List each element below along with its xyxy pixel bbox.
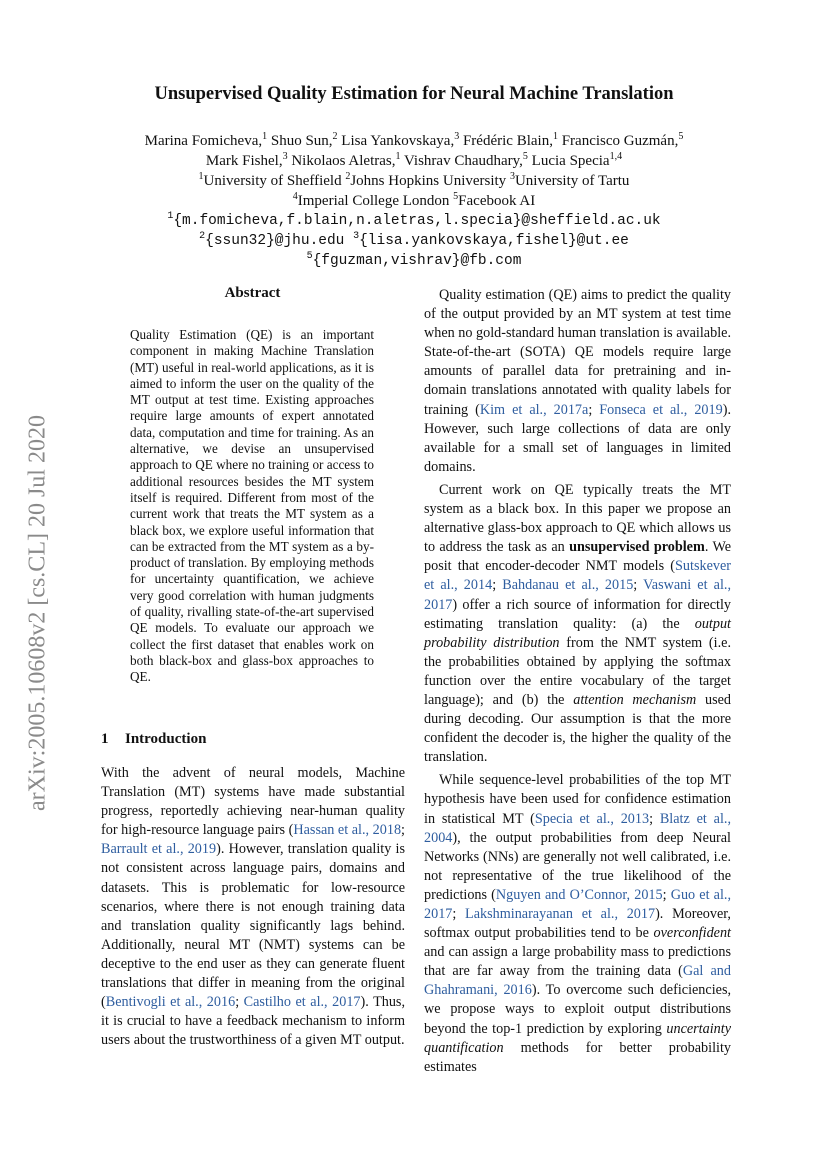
superscript-marker: 4 [292, 191, 298, 202]
line-text: {lisa.yankovskaya,fishel}@ut.ee [359, 233, 629, 249]
superscript-marker: 3 [282, 151, 288, 162]
abstract-text: Quality Estimation (QE) is an important component in making Machine Translation (MT) useful in real-world applications, as it is aimed to inform the user on the quality of the MT output at test time. Existing approaches require large amounts of expert annotated data, computation and time for training. As an alternative, we devise an unsupervised approach to QE where no training or access to additional resources besides the MT system itself is required. Different from most of the current work that treats the MT system as a black box, we explore useful information that can be extracted from the MT system as a by-product of translation. By employing methods for uncertainty quantification, we achieve very good correlation with human judgments of quality, rivalling state-of-the-art supervised QE models. To evaluate our approach we collect the first dataset that enables work on both black-box and glass-box approaches to QE. [130, 327, 374, 685]
line-text: Vishrav Chaudhary, [400, 153, 523, 169]
superscript-marker: 3 [509, 171, 515, 182]
line-text: Imperial College London [297, 193, 454, 209]
superscript-marker: 1 [395, 151, 401, 162]
text-run: methods for better probability estimates [424, 1039, 731, 1075]
line-text: Mark Fishel, [205, 153, 283, 169]
email-line-1 [90, 211, 738, 231]
paper-title: Unsupervised Quality Estimation for Neural Machine Translation [154, 84, 674, 104]
text-run: ; [235, 994, 244, 1011]
affiliation-line-2 [90, 191, 738, 211]
italic-text: overconfident [653, 925, 731, 942]
affiliation-line-1 [90, 171, 738, 191]
text-run: ; [633, 577, 644, 594]
citation-link[interactable]: Fonseca et al., 2019 [599, 401, 723, 418]
superscript-marker: 1 [198, 171, 204, 182]
abstract-heading: Abstract [224, 285, 281, 301]
line-text: Facebook AI [458, 193, 536, 209]
text-run: ). To overcome such deficiencies, we propose ways to exploit output distributions beyond the top-1 prediction by exploring [424, 982, 732, 1037]
text-run: and can assign a large probability mass to predictions that are far away from the training data ( [424, 944, 731, 980]
citation-link[interactable]: Sutskever et al., 2014 [424, 558, 731, 594]
line-text: Lucia Specia [527, 153, 610, 169]
text-run: ; [452, 906, 466, 922]
citation-link[interactable]: Blatz et al., 2004 [424, 810, 731, 846]
line-text: {m.fomicheva,f.blain,n.aletras,l.specia}@sheffield.ac.uk [173, 213, 661, 229]
intro-paragraph-1 [101, 764, 405, 1050]
line-text: University of Sheffield [203, 173, 346, 189]
left-column-body [101, 764, 405, 1050]
text-run: Quality estimation (QE) aims to predict the quality of the output provided by an MT system at test time when no gold-standard human translation is available. State-of-the-art (SOTA) QE models require large amounts of parallel data for pretraining and in-domain translations annotated with quality labels for training ( [424, 287, 731, 418]
line-text: Johns Hopkins University [350, 173, 510, 189]
email-line-2 [90, 231, 738, 251]
text-run: ). Moreover, softmax output probabilities tend to be [424, 906, 731, 942]
section-title: Introduction [125, 731, 207, 747]
line-text: Marina Fomicheva, [144, 133, 263, 149]
right-column-body [424, 286, 731, 1077]
superscript-marker: 5 [453, 191, 459, 202]
text-run: ; [649, 810, 660, 827]
citation-link[interactable]: Kim et al., 2017a [479, 401, 589, 418]
text-run: ) offer a rich source of information for directly estimating translation quality: (a) the [424, 596, 731, 632]
text-run: ). Thus, it is crucial to have a feedback mechanism to inform users about the trustworthiness of a given MT output. [101, 994, 405, 1049]
line-text: {ssun32}@jhu.edu [205, 233, 354, 249]
superscript-marker: 2 [332, 131, 338, 142]
citation-link[interactable]: Specia et al., 2013 [534, 810, 650, 827]
text-run: used during decoding. Our assumption is that the more confident the decoder is, the higher the quality of the translation. [424, 691, 731, 766]
email-line-3 [90, 251, 738, 271]
italic-text: uncertainty quantification [424, 1020, 731, 1056]
line-text: University of Tartu [514, 173, 630, 189]
superscript-marker: 2 [345, 171, 351, 182]
intro-paragraph-2 [424, 286, 731, 477]
italic-text: attention mechanism [573, 691, 697, 708]
text-run: With the advent of neural models, Machine Translation (MT) systems have made substantial progress, reportedly achieving near-human quality for high-resource language pairs ( [101, 765, 405, 839]
citation-link[interactable]: Castilho et al., 2017 [243, 994, 361, 1011]
italic-text: output probability distribution [424, 615, 731, 651]
section-heading-introduction [101, 731, 206, 748]
author-block [90, 131, 738, 271]
superscript-marker: 1 [167, 211, 174, 223]
text-run: Current work on QE typically treats the MT system as a black box. In this paper we propose an alternative glass-box approach to QE which allows us to address the task as an [424, 481, 731, 556]
superscript-marker: 2 [199, 231, 206, 243]
line-text: Francisco Guzmán, [557, 133, 679, 149]
bold-text: unsupervised problem [569, 539, 705, 556]
arxiv-sidebar [16, 378, 60, 848]
text-run: While sequence-level probabilities of the top MT hypothesis have been used for confidence estimation in statistical MT ( [424, 772, 731, 827]
text-run: ). However, translation quality is not consistent across language pairs, domains and datasets. This is problematic for low-resource scenarios, where there is not enough training data and translation quality significantly lags behind. Additionally, neural MT (NMT) systems can be deceptive to the end user as they can generate fluent translations that differ in meaning from the original ( [101, 841, 405, 1011]
author-line-2 [90, 151, 738, 171]
line-text: Nikolaos Aletras, [287, 153, 396, 169]
citation-link[interactable]: Nguyen and O’Connor, 2015 [495, 886, 663, 903]
text-run: . We posit that encoder-decoder NMT models ( [424, 539, 731, 575]
superscript-marker: 1,4 [609, 151, 623, 162]
line-text: {fguzman,vishrav}@fb.com [312, 253, 522, 269]
line-text: Frédéric Blain, [459, 133, 553, 149]
superscript-marker: 5 [522, 151, 528, 162]
section-number: 1 [101, 731, 109, 747]
text-run: ), the output probabilities from deep Neural Networks (NNs) are generally not well calibrated, i.e. not representative of the true likelihood of the predictions ( [424, 829, 731, 903]
text-run: ; [588, 401, 600, 418]
citation-link[interactable]: Lakshminarayanan et al., 2017 [465, 906, 656, 922]
superscript-marker: 5 [306, 251, 313, 263]
text-run: ; [401, 822, 405, 839]
text-run: from the NMT system (i.e. the probabilities obtained by applying the softmax function over the entire vocabulary of the target language); and (b) the [424, 634, 731, 708]
text-run: ; [492, 577, 503, 594]
text-run: ). However, such large collections of data are only available for a small set of languages in limited domains. [424, 401, 731, 475]
superscript-marker: 3 [353, 231, 360, 243]
text-run: ; [662, 886, 671, 903]
intro-paragraph-3 [424, 481, 731, 767]
citation-link[interactable]: Gal and Ghahramani, 2016 [424, 963, 731, 999]
citation-link[interactable]: Bentivogli et al., 2016 [105, 994, 236, 1011]
superscript-marker: 5 [678, 131, 684, 142]
citation-link[interactable]: Bahdanau et al., 2015 [502, 577, 634, 594]
intro-paragraph-4 [424, 771, 731, 1077]
line-text: Lisa Yankovskaya, [337, 133, 455, 149]
citation-link[interactable]: Guo et al., 2017 [424, 886, 732, 922]
line-text: Shuo Sun, [267, 133, 333, 149]
citation-link[interactable]: Barrault et al., 2019 [101, 841, 217, 858]
superscript-marker: 3 [454, 131, 460, 142]
superscript-marker: 1 [262, 131, 268, 142]
citation-link[interactable]: Hassan et al., 2018 [293, 822, 402, 839]
superscript-marker: 1 [552, 131, 558, 142]
author-line-1 [90, 131, 738, 151]
citation-link[interactable]: Vaswani et al., 2017 [424, 577, 731, 613]
arxiv-identifier: arXiv:2005.10608v2 [cs.CL] 20 Jul 2020 [24, 415, 51, 811]
